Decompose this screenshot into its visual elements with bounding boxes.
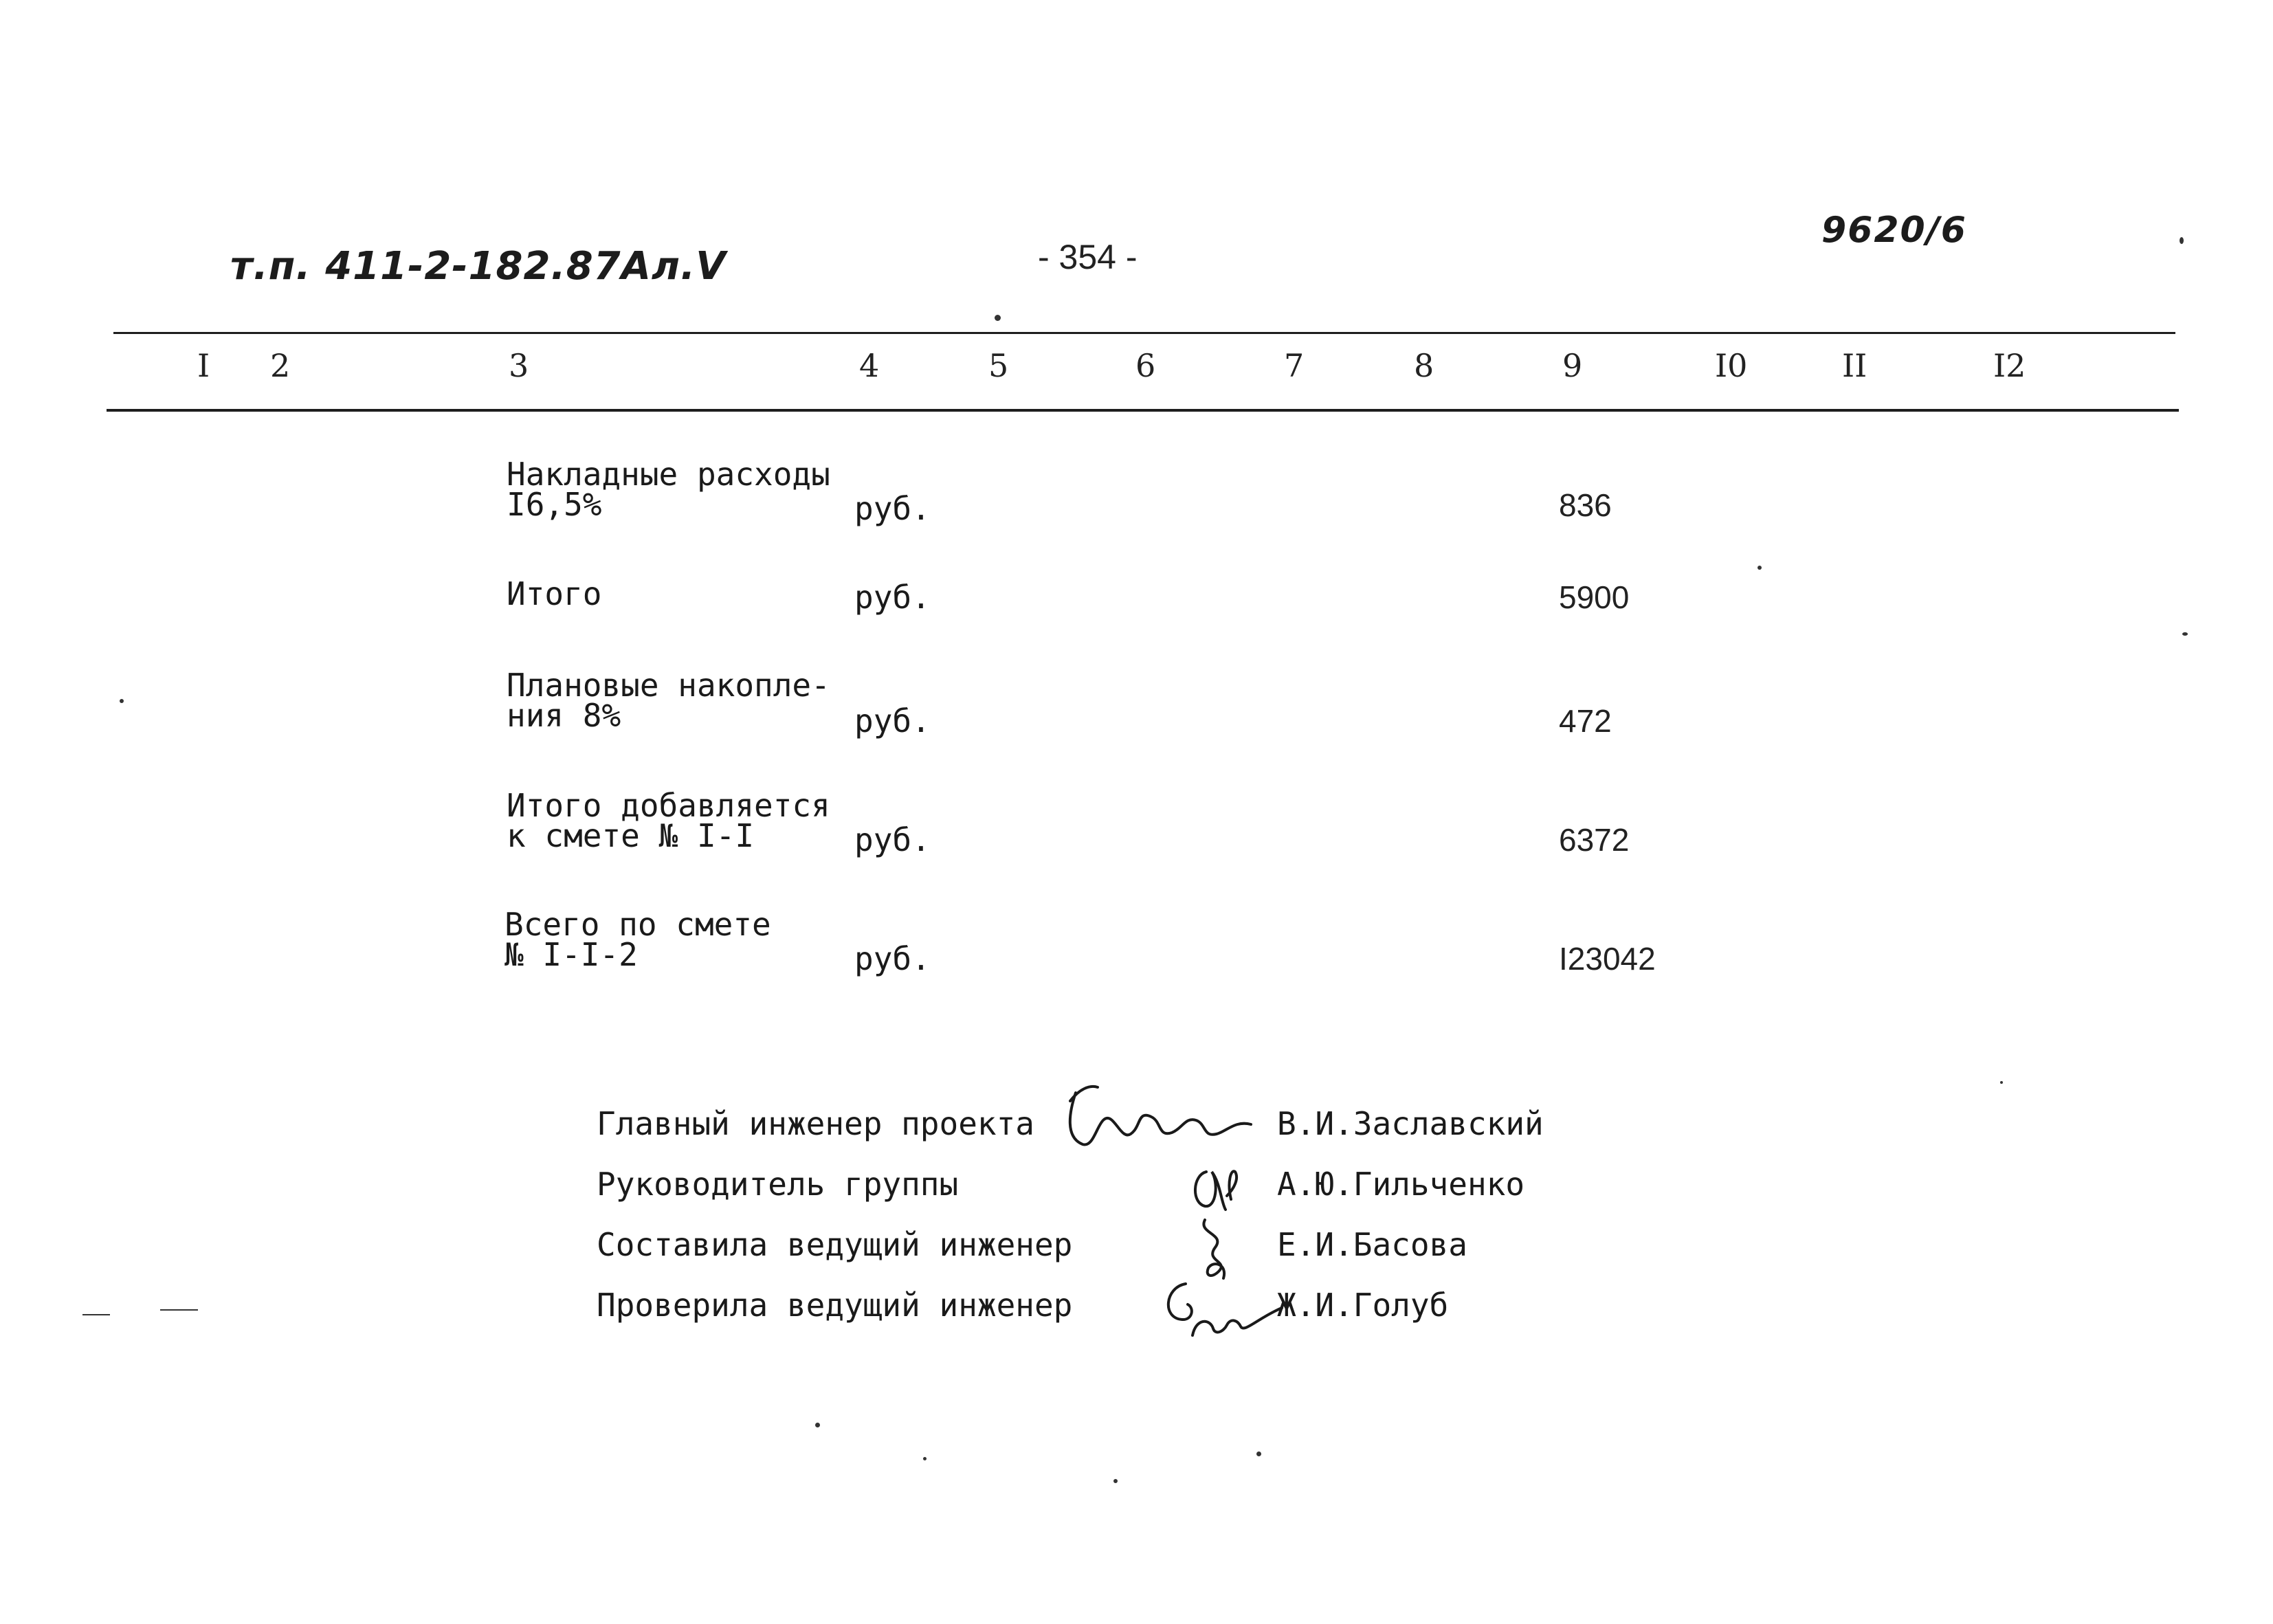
- column-number: 6: [1135, 347, 1156, 384]
- handwritten-signature: [1055, 1079, 1261, 1155]
- archive-number: 9620/6: [1821, 210, 1967, 251]
- signatory-name: А.Ю.Гильченко: [1277, 1166, 1525, 1203]
- row-unit: руб.: [854, 579, 931, 616]
- signatory-name: Ж.И.Голуб: [1277, 1287, 1449, 1324]
- scan-speck: [1758, 566, 1762, 570]
- handwritten-signature: [1155, 1270, 1285, 1346]
- row-unit: руб.: [854, 702, 931, 739]
- row-label: Итого добавляется к смете № I-I: [507, 787, 830, 854]
- signature-role: Главный инженер проекта: [597, 1105, 1034, 1142]
- row-value: 836: [1559, 487, 1612, 523]
- column-number: 4: [859, 347, 880, 384]
- scan-speck: [160, 1309, 198, 1311]
- page-number: - 354 -: [1038, 238, 1138, 276]
- column-number: 3: [509, 347, 529, 384]
- column-number: I2: [1993, 347, 2026, 384]
- row-label: Итого: [507, 575, 602, 612]
- row-value: 472: [1559, 703, 1612, 739]
- row-label: Всего по смете № I-I-2: [505, 906, 771, 973]
- signature-role: Руководитель группы: [597, 1166, 959, 1203]
- header-rule-bottom: [107, 409, 2179, 412]
- document-code: т.п. 411-2-182.87Ал.V: [230, 244, 727, 289]
- scan-speck: [82, 1314, 110, 1315]
- row-unit: руб.: [854, 940, 931, 977]
- column-number: I: [197, 347, 210, 384]
- column-number: 5: [988, 347, 1009, 384]
- scan-speck: [923, 1457, 927, 1460]
- column-number: II: [1842, 347, 1867, 384]
- column-number: 7: [1284, 347, 1305, 384]
- signatory-name: Е.И.Басова: [1277, 1226, 1467, 1263]
- row-label: Плановые накопле- ния 8%: [507, 667, 830, 734]
- row-value: 6372: [1559, 822, 1630, 858]
- scan-speck: [1256, 1451, 1261, 1456]
- signature-role: Проверила ведущий инженер: [597, 1287, 1073, 1324]
- scan-speck: [2000, 1081, 2003, 1084]
- row-value: 5900: [1559, 579, 1630, 615]
- header-rule-top: [113, 332, 2175, 334]
- signatory-name: В.И.Заславский: [1277, 1105, 1544, 1142]
- row-value: I23042: [1559, 941, 1656, 977]
- row-unit: руб.: [854, 821, 931, 858]
- row-unit: руб.: [854, 490, 931, 527]
- scan-speck: [995, 315, 1001, 321]
- column-number: I0: [1715, 347, 1748, 384]
- scan-speck: [815, 1423, 820, 1427]
- row-label: Накладные расходы I6,5%: [507, 456, 830, 523]
- column-number: 9: [1562, 347, 1583, 384]
- column-number: 8: [1414, 347, 1434, 384]
- scan-speck: [2182, 632, 2188, 636]
- scan-speck: [2180, 237, 2184, 244]
- scan-speck: [120, 699, 124, 703]
- column-number: 2: [270, 347, 291, 384]
- scan-speck: [1113, 1479, 1118, 1483]
- signature-role: Составила ведущий инженер: [597, 1226, 1073, 1263]
